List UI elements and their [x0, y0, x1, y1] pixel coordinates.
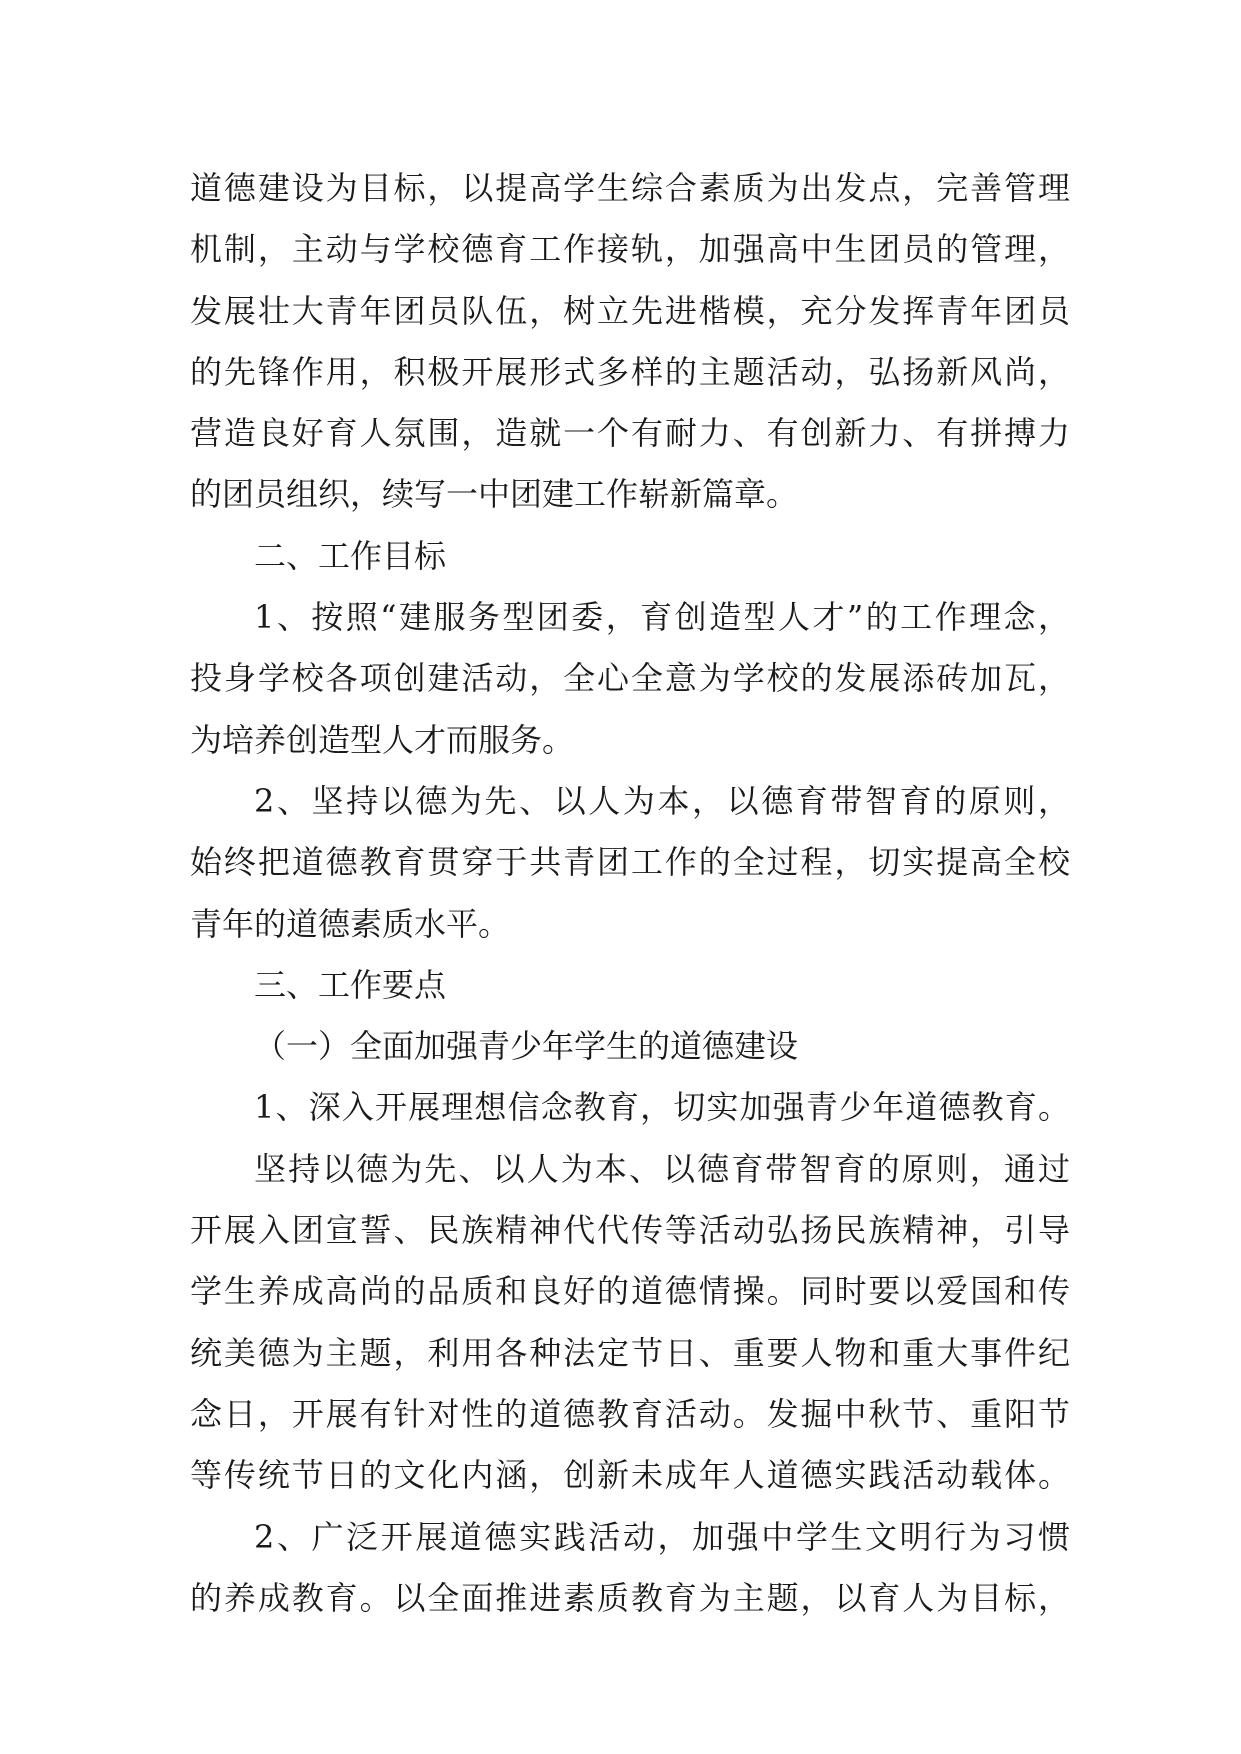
text-line: 青年的道德素质水平。 — [190, 904, 511, 943]
text-line: 开展入团宣誓、民族精神代代传等活动弘扬民族精神，引导 — [190, 1211, 1070, 1250]
document-body — [190, 158, 1070, 1629]
section-heading: 三、工作要点 — [254, 965, 447, 1004]
text-line: 的团员组织，续写一中团建工作崭新篇章。 — [190, 475, 799, 514]
text-line: 1、深入开展理想信念教育，切实加强青少年道德教育。 — [254, 1088, 1070, 1127]
text-line: 始终把道德教育贯穿于共青团工作的全过程，切实提高全校 — [190, 843, 1070, 882]
text-line: 道德建设为目标，以提高学生综合素质为出发点，完善管理 — [190, 169, 1070, 207]
text-line: 坚持以德为先、以人为本、以德育带智育的原则，通过 — [254, 1149, 1070, 1188]
text-line: 念日，开展有针对性的道德教育活动。发掘中秋节、重阳节 — [190, 1394, 1070, 1433]
section-heading: 二、工作目标 — [254, 536, 447, 575]
text-line: 投身学校各项创建活动，全心全意为学校的发展添砖加瓦， — [190, 659, 1070, 698]
text-line: 的养成教育。以全面推进素质教育为主题，以育人为目标， — [190, 1578, 1070, 1617]
text-line: 等传统节日的文化内涵，创新未成年人道德实践活动载体。 — [190, 1456, 1070, 1495]
text-line: 营造良好育人氛围，造就一个有耐力、有创新力、有拼搏力 — [190, 414, 1070, 453]
text-line: 为培养创造型人才而服务。 — [190, 720, 575, 759]
text-line: 2、广泛开展道德实践活动，加强中学生文明行为习惯 — [254, 1517, 1070, 1556]
text-line: 发展壮大青年团员队伍，树立先进楷模，充分发挥青年团员 — [190, 291, 1070, 330]
text-line: 机制，主动与学校德育工作接轨，加强高中生团员的管理， — [190, 230, 1070, 269]
text-line: 2、坚持以德为先、以人为本，以德育带智育的原则， — [254, 781, 1070, 820]
text-line: 1、按照“建服务型团委，育创造型人才”的工作理念， — [254, 598, 1070, 637]
subsection-heading: （一）全面加强青少年学生的道德建设 — [254, 1027, 799, 1066]
text-line: 统美德为主题，利用各种法定节日、重要人物和重大事件纪 — [190, 1333, 1070, 1372]
text-line: 学生养成高尚的品质和良好的道德情操。同时要以爱国和传 — [190, 1272, 1070, 1311]
text-line: 的先锋作用，积极开展形式多样的主题活动，弘扬新风尚， — [190, 352, 1070, 391]
